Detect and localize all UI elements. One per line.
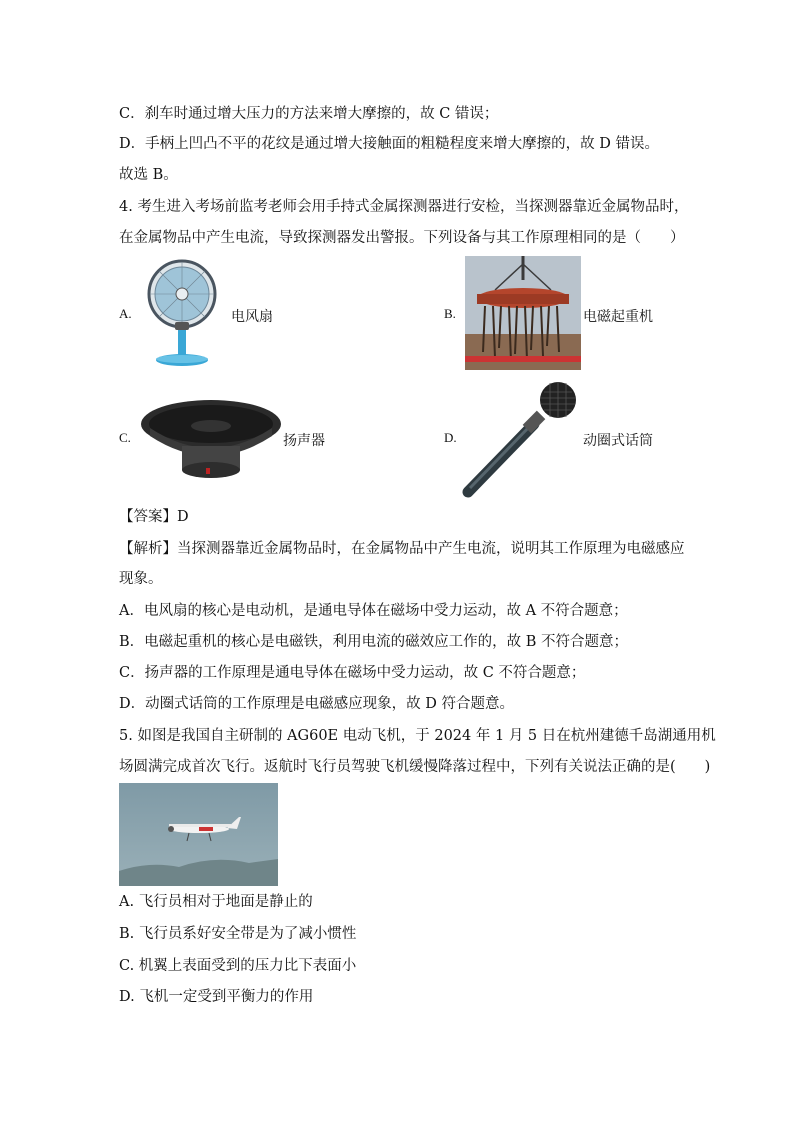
q5-choice-b: B. 飞行员系好安全带是为了减小惯性 [119, 926, 357, 942]
q4-analysis-d: D．动圈式话筒的工作原理是电磁感应现象，故 D 符合题意。 [119, 696, 514, 712]
q4-option-d-label: 动圈式话筒 [583, 433, 653, 449]
q5-stem-line1: 5. 如图是我国自主研制的 AG60E 电动飞机，于 2024 年 1 月 5 日在杭州建德千岛湖通用机 [119, 728, 716, 744]
airplane-photo-icon [119, 783, 278, 886]
q4-option-c-letter: C. [119, 430, 131, 445]
loudspeaker-icon [140, 398, 282, 480]
q5-stem-line2: 场圆满完成首次飞行。返航时飞行员驾驶飞机缓慢降落过程中，下列有关说法正确的是( ) [119, 759, 711, 775]
q4-option-b-letter: B. [444, 306, 456, 321]
q4-analysis-line2: 现象。 [119, 571, 163, 587]
q4-stem-line2: 在金属物品中产生电流，导致探测器发出警报。下列设备与其工作原理相同的是（ ） [119, 230, 685, 246]
q4-analysis-line1: 【解析】当探测器靠近金属物品时，在金属物品中产生电流，说明其工作原理为电磁感应 [119, 541, 685, 557]
q4-analysis-c: C．扬声器的工作原理是通电导体在磁场中受力运动，故 C 不符合题意； [119, 665, 586, 681]
prev-solution-c: C．刹车时通过增大压力的方法来增大摩擦的，故 C 错误； [119, 106, 499, 122]
prev-solution-choice: 故选 B。 [119, 167, 178, 183]
prev-solution-d: D．手柄上凹凸不平的花纹是通过增大接触面的粗糙程度来增大摩擦的，故 D 错误。 [119, 136, 659, 152]
q4-option-d-letter: D. [444, 430, 457, 445]
q4-option-b-label: 电磁起重机 [583, 309, 653, 325]
q4-analysis-a: A．电风扇的核心是电动机，是通电导体在磁场中受力运动，故 A 不符合题意； [119, 603, 628, 619]
q5-choice-d: D. 飞机一定受到平衡力的作用 [119, 989, 314, 1005]
q4-option-a-letter: A. [119, 306, 132, 321]
q5-choice-c: C. 机翼上表面受到的压力比下表面小 [119, 958, 357, 974]
q4-option-c-label: 扬声器 [283, 433, 325, 449]
q4-stem-line1: 4. 考生进入考场前监考老师会用手持式金属探测器进行安检，当探测器靠近金属物品时， [119, 199, 689, 215]
q4-analysis-b: B．电磁起重机的核心是电磁铁，利用电流的磁效应工作的，故 B 不符合题意； [119, 634, 629, 650]
q5-choice-a: A. 飞行员相对于地面是静止的 [119, 894, 313, 910]
q4-answer: 【答案】D [119, 509, 189, 525]
q4-option-a-label: 电风扇 [231, 309, 273, 325]
electric-fan-icon [145, 256, 219, 370]
electromagnetic-crane-icon [465, 256, 581, 370]
dynamic-microphone-icon [460, 380, 584, 498]
